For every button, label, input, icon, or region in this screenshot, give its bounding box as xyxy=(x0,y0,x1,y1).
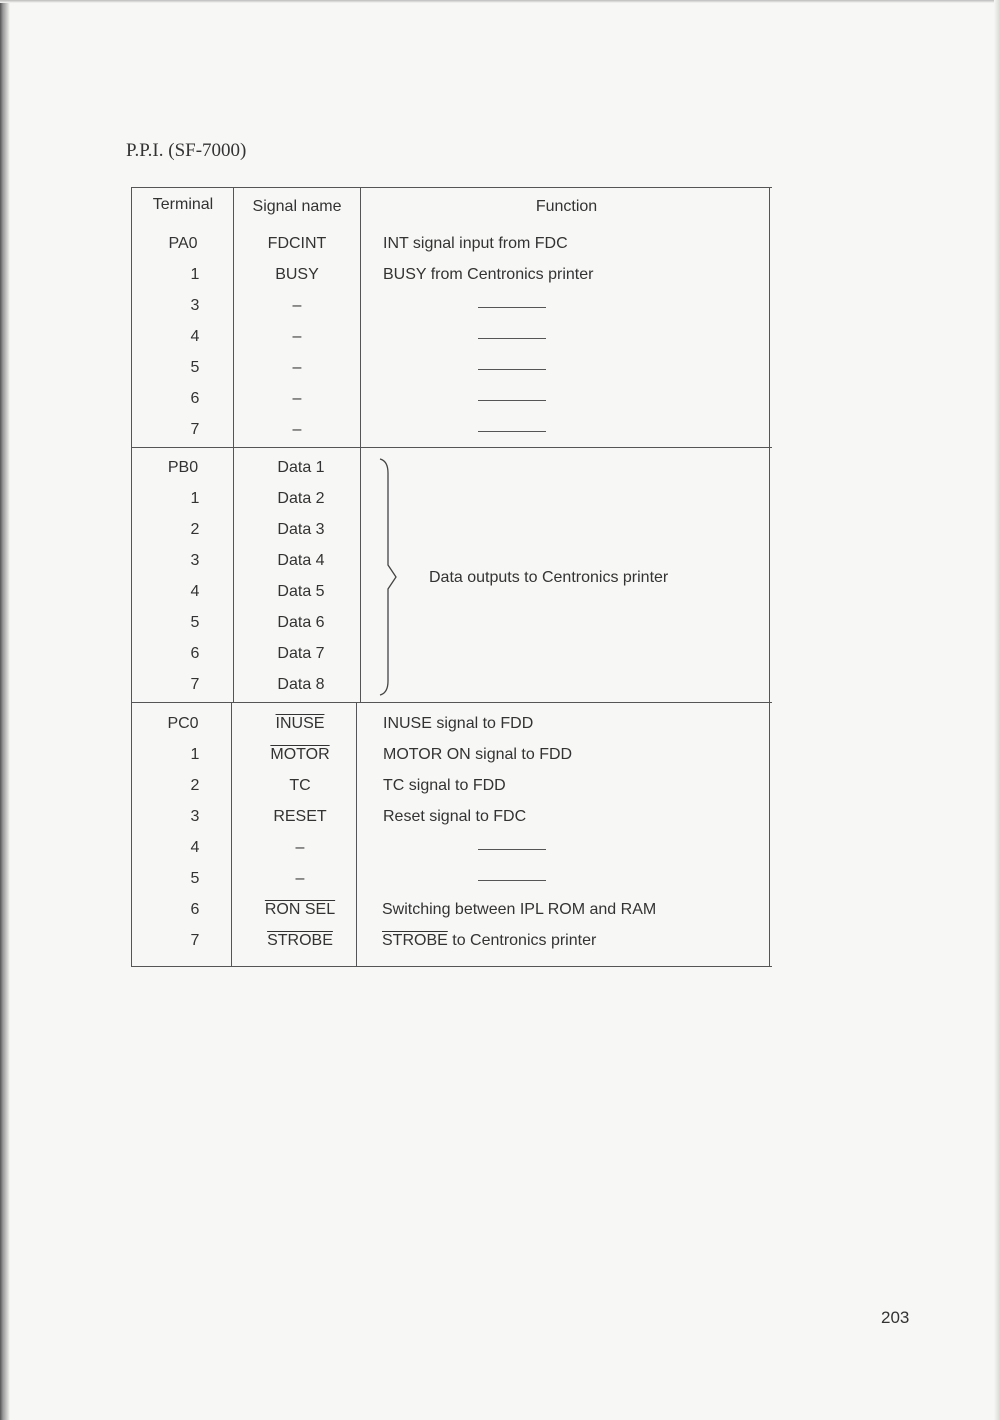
table-top-border xyxy=(131,187,772,188)
signal-cell: FDCINT xyxy=(267,235,327,252)
signal-cell: RESET xyxy=(273,808,327,825)
binding-edge xyxy=(0,0,10,1420)
function-blank-rule xyxy=(478,849,546,850)
signal-cell: – xyxy=(295,839,305,856)
function-blank-rule xyxy=(478,400,546,401)
section-divider-b-c xyxy=(131,702,772,703)
terminal-cell: 3 xyxy=(190,552,200,569)
table-right-border xyxy=(769,187,770,967)
terminal-cell: 1 xyxy=(190,746,200,763)
terminal-cell: 4 xyxy=(190,839,200,856)
signal-cell: MOTOR xyxy=(270,746,330,763)
terminal-cell: 4 xyxy=(190,583,200,600)
function-blank-rule xyxy=(478,431,546,432)
function-blank-rule xyxy=(478,880,546,881)
signal-cell: Data 4 xyxy=(277,552,325,569)
signal-cell: Data 2 xyxy=(277,490,325,507)
function-cell: TC signal to FDD xyxy=(383,777,506,794)
function-blank-rule xyxy=(478,369,546,370)
signal-cell: Data 1 xyxy=(277,459,325,476)
table-bottom-border xyxy=(131,966,772,967)
signal-cell: Data 6 xyxy=(277,614,325,631)
signal-cell: RON SEL xyxy=(264,901,336,918)
terminal-cell: 2 xyxy=(190,521,200,538)
strobe-overline-text: STROBE xyxy=(382,932,448,949)
page-title: P.P.I. (SF-7000) xyxy=(126,140,247,161)
terminal-cell: 4 xyxy=(190,328,200,345)
function-cell xyxy=(382,929,596,953)
terminal-cell: 6 xyxy=(190,901,200,918)
header-function: Function xyxy=(535,198,598,215)
terminal-cell: 1 xyxy=(190,490,200,507)
curly-brace-icon xyxy=(376,457,406,697)
signal-cell: – xyxy=(292,390,302,407)
terminal-cell: 3 xyxy=(190,808,200,825)
terminal-cell: 5 xyxy=(190,359,200,376)
port-b-function: Data outputs to Centronics printer xyxy=(429,569,669,586)
function-cell: BUSY from Centronics printer xyxy=(383,266,594,283)
signal-cell: Data 7 xyxy=(277,645,325,662)
page-right-edge xyxy=(994,0,1000,1420)
signal-cell: Data 5 xyxy=(277,583,325,600)
column-separator-2-lower xyxy=(356,702,357,967)
terminal-cell: 2 xyxy=(190,777,200,794)
section-divider-a-b xyxy=(131,447,772,448)
terminal-cell: PB0 xyxy=(167,459,199,476)
page-top-edge xyxy=(0,0,1000,3)
terminal-cell: 1 xyxy=(190,266,200,283)
terminal-cell: 5 xyxy=(190,614,200,631)
terminal-cell: 6 xyxy=(190,390,200,407)
function-cell: MOTOR ON signal to FDD xyxy=(383,746,573,763)
signal-cell: STROBE xyxy=(267,932,333,949)
terminal-cell: 5 xyxy=(190,870,200,887)
signal-cell: BUSY xyxy=(275,266,319,283)
page-number: 203 xyxy=(881,1308,910,1327)
terminal-cell: 6 xyxy=(190,645,200,662)
signal-cell: – xyxy=(292,421,302,438)
signal-cell: – xyxy=(292,359,302,376)
ppi-table xyxy=(131,187,772,967)
terminal-cell: PC0 xyxy=(167,715,199,732)
signal-cell: INUSE xyxy=(275,715,325,732)
signal-cell: – xyxy=(295,870,305,887)
function-cell: Reset signal to FDC xyxy=(383,808,527,825)
function-cell: INT signal input from FDC xyxy=(383,235,568,252)
function-cell: Switching between IPL ROM and RAM xyxy=(382,901,657,918)
signal-cell: – xyxy=(292,297,302,314)
function-blank-rule xyxy=(478,307,546,308)
signal-cell: TC xyxy=(289,777,311,794)
header-signal-name: Signal name xyxy=(252,198,342,215)
signal-cell: Data 8 xyxy=(277,676,325,693)
terminal-cell: 7 xyxy=(190,676,200,693)
terminal-cell: 7 xyxy=(190,932,200,949)
signal-cell: Data 3 xyxy=(277,521,325,538)
terminal-cell: 3 xyxy=(190,297,200,314)
function-blank-rule xyxy=(478,338,546,339)
signal-cell: – xyxy=(292,328,302,345)
function-suffix-text: to Centronics printer xyxy=(447,932,597,949)
header-terminal: Terminal xyxy=(152,196,214,213)
function-cell: INUSE signal to FDD xyxy=(383,715,534,732)
terminal-cell: 7 xyxy=(190,421,200,438)
terminal-cell: PA0 xyxy=(168,235,198,252)
column-separator-1-lower xyxy=(231,702,232,967)
